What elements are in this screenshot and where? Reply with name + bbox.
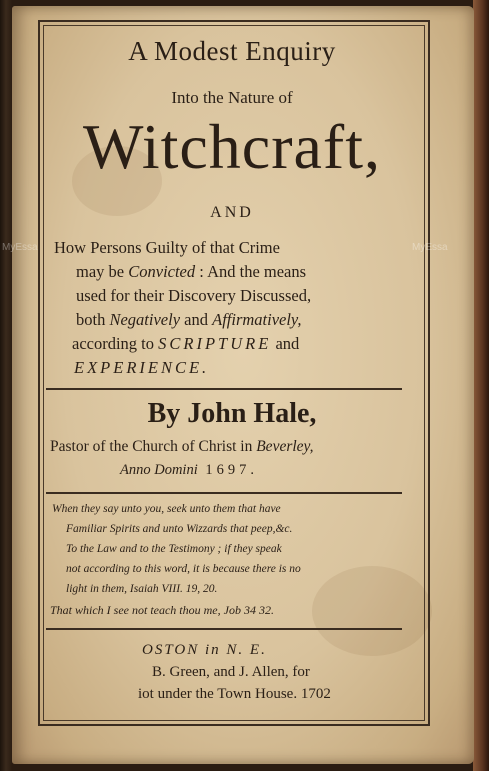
subtitle-italic: Negatively	[109, 310, 181, 329]
epigraph-line-6: That which I see not teach thou me, Job 34 32.	[50, 603, 274, 617]
epigraph-line-4: not according to this word, it is because there is no	[66, 563, 301, 575]
divider	[46, 492, 402, 494]
subtitle-line-2	[76, 262, 306, 282]
subtitle-italic: Convicted	[128, 262, 196, 281]
subtitle-line-5	[72, 334, 299, 354]
pastor-place: Beverley,	[256, 438, 314, 455]
title-page	[2, 6, 474, 764]
title-main: Witchcraft,	[82, 111, 382, 182]
watermark-right: MyEssa	[412, 242, 448, 253]
anno-domini: Anno Domini	[120, 462, 198, 478]
pastor-text: Pastor of the Church of Christ in	[50, 438, 257, 455]
subtitle-line-4	[76, 310, 301, 330]
pastor-line	[50, 438, 313, 456]
imprint-line-3: iot under the Town House. 1702	[138, 686, 331, 702]
subtitle-italic: SCRIPTURE	[158, 334, 272, 353]
subtitle-text: and	[271, 334, 300, 353]
subtitle-text: both	[76, 310, 110, 329]
subtitle-italic: Affirmatively,	[212, 310, 302, 329]
imprint-line-1: OSTON in N. E.	[142, 642, 267, 658]
watermark-left: MyEssa	[2, 242, 38, 253]
subtitle-line-1: How Persons Guilty of that Crime	[54, 238, 280, 257]
subtitle-line-6: EXPERIENCE.	[74, 358, 210, 377]
divider	[46, 628, 402, 630]
epigraph-line-3: To the Law and to the Testimony ; if they speak	[66, 543, 282, 555]
epigraph-line-1: When they say unto you, seek unto them that have	[52, 503, 281, 515]
title-line-2: Into the Nature of	[171, 88, 293, 107]
year: 1697.	[197, 462, 258, 478]
epigraph-line-5: light in them, Isaiah VIII. 19, 20.	[66, 583, 218, 595]
book-spine-edge	[473, 0, 489, 771]
subtitle-text: : And the means	[195, 262, 307, 281]
title-and: AND	[210, 204, 254, 221]
date-line	[120, 462, 258, 479]
imprint-line-2: B. Green, and J. Allen, for	[152, 664, 310, 680]
divider	[46, 388, 402, 390]
author-line: By John Hale,	[147, 398, 317, 429]
subtitle-text: according to	[72, 334, 159, 353]
epigraph-line-2: Familiar Spirits and unto Wizzards that peep,&c.	[66, 523, 293, 535]
subtitle-text: may be	[76, 262, 129, 281]
subtitle-text: and	[180, 310, 213, 329]
title-line-1: A Modest Enquiry	[128, 36, 336, 66]
subtitle-line-3: used for their Discovery Discussed,	[76, 286, 312, 305]
